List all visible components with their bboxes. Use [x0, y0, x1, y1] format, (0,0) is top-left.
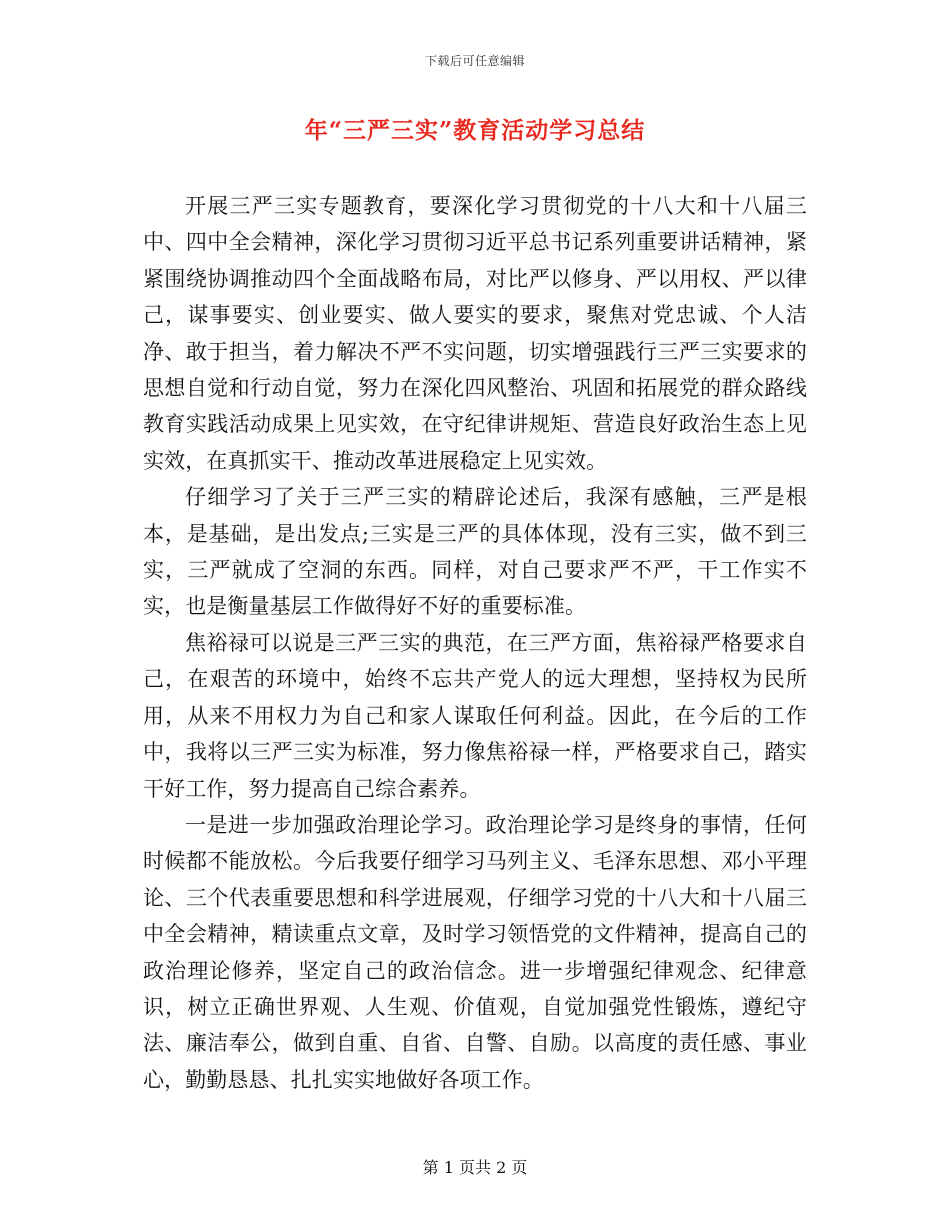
- page-footer: 第 1 页共 2 页: [422, 1158, 528, 1177]
- paragraph: 开展三严三实专题教育，要深化学习贯彻党的十八大和十八届三中、四中全会精神，深化学习贯彻习近平总书记系列重要讲话精神，紧紧围绕协调推动四个全面战略布局，对比严以修身、严以用权、严以律己，谋事要实、创业要实、做人要实的要求，聚焦对党忠诚、个人洁净、敢于担当，着力解决不严不实问题，切实增强践行三严三实要求的思想自觉和行动自觉，努力在深化四风整治、巩固和拓展党的群众路线教育实践活动成果上见实效，在守纪律讲规矩、营造良好政治生态上见实效，在真抓实干、推动改革进展稳定上见实效。: [143, 194, 807, 473]
- document-body: [143, 188, 807, 1098]
- document-title: 年“三严三实”教育活动学习总结: [304, 117, 646, 144]
- header-note: 下载后可任意编辑: [424, 54, 525, 68]
- paragraph: 仔细学习了关于三严三实的精辟论述后，我深有感触，三严是根本，是基础，是出发点;三实是三严的具体体现，没有三实，做不到三实，三严就成了空洞的东西。同样，对自己要求严不严，干工作实不实，也是衡量基层工作做得好不好的重要标准。: [143, 485, 807, 619]
- paragraph: 一是进一步加强政治理论学习。政治理论学习是终身的事情，任何时候都不能放松。今后我要仔细学习马列主义、毛泽东思想、邓小平理论、三个代表重要思想和科学进展观，仔细学习党的十八大和十八届三中全会精神，精读重点文章，及时学习领悟党的文件精神，提高自己的政治理论修养，坚定自己的政治信念。进一步增强纪律观念、纪律意识，树立正确世界观、人生观、价值观，自觉加强党性锻炼，遵纪守法、廉洁奉公，做到自重、自省、自警、自励。以高度的责任感、事业心，勤勤恳恳、扎扎实实地做好各项工作。: [143, 812, 807, 1092]
- paragraph: 焦裕禄可以说是三严三实的典范，在三严方面，焦裕禄严格要求自己，在艰苦的环境中，始终不忘共产党人的远大理想，坚持权为民所用，从来不用权力为自己和家人谋取任何利益。因此，在今后的工作中，我将以三严三实为标准，努力像焦裕禄一样，严格要求自己，踏实干好工作，努力提高自己综合素养。: [143, 630, 807, 801]
